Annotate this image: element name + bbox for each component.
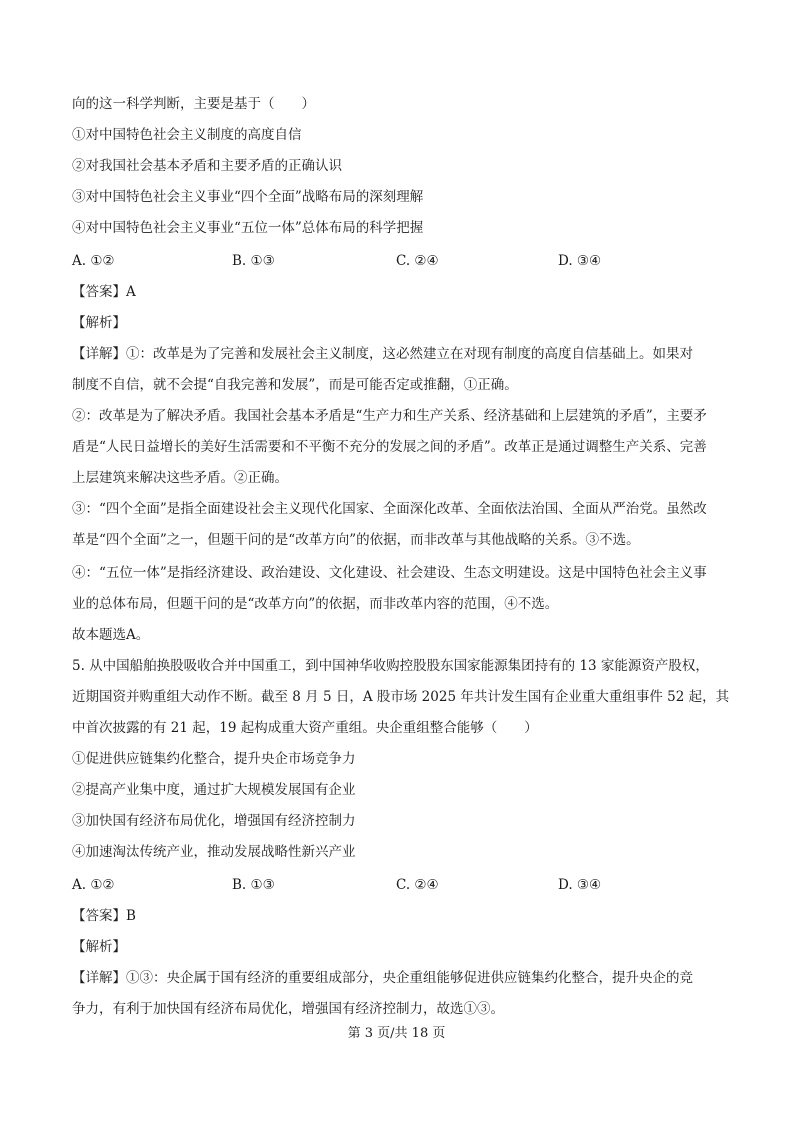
q4-stem-tail: 向的这一科学判断，主要是基于（ ） bbox=[72, 96, 315, 112]
q4-analysis-line-8: ④：“五位一体”是指经济建设、政治建设、文化建设、社会建设、生态文明建设。这是中国特色社会主义事 bbox=[72, 565, 707, 581]
q4-item-3: ③对中国特色社会主义事业“四个全面”战略布局的深刻理解 bbox=[72, 189, 424, 205]
q4-analysis-label: 【解析】 bbox=[72, 315, 126, 331]
q4-analysis-line-4: 盾是“人民日益增长的美好生活需要和不平衡不充分的发展之间的矛盾”。改革正是通过调整生产关系、完善 bbox=[72, 439, 707, 455]
q4-item-1: ①对中国特色社会主义制度的高度自信 bbox=[72, 127, 302, 143]
q5-item-1: ①促进供应链集约化整合，提升央企市场竞争力 bbox=[72, 751, 356, 767]
q5-stem-line-1: 5. 从中国船舶换股吸收合并中国重工，到中国神华收购控股股东国家能源集团持有的 13 家能源资产股权， bbox=[72, 658, 709, 674]
q5-option-c: C. ②④ bbox=[396, 877, 439, 893]
q4-option-b: B. ①③ bbox=[232, 253, 275, 269]
q5-option-b: B. ①③ bbox=[232, 877, 275, 893]
q4-option-a: A. ①② bbox=[72, 253, 115, 269]
q5-analysis-label: 【解析】 bbox=[72, 939, 126, 955]
q4-analysis-line-9: 业的总体布局，但题干问的是“改革方向”的依据，而非改革内容的范围，④不选。 bbox=[72, 596, 559, 612]
q4-analysis-line-2: 制度不自信，就不会提“自我完善和发展”，而是可能否定或推翻，①正确。 bbox=[72, 377, 518, 393]
q5-analysis-line-1: 【详解】①③：央企属于国有经济的重要组成部分，央企重组能够促进供应链集约化整合，提升央企的竞 bbox=[72, 970, 693, 986]
q5-answer: 【答案】B bbox=[72, 908, 136, 924]
q5-stem-line-2: 近期国资并购重组大动作不断。截至 8 月 5 日，A 股市场 2025 年共计发生国有企业重大重组事件 52 起，其 bbox=[72, 689, 730, 705]
q5-item-3: ③加快国有经济布局优化，增强国有经济控制力 bbox=[72, 813, 356, 829]
q4-analysis-conclusion: 故本题选A。 bbox=[72, 627, 150, 643]
q4-option-c: C. ②④ bbox=[396, 253, 439, 269]
q4-analysis-line-3: ②：改革是为了解决矛盾。我国社会基本矛盾是“生产力和生产关系、经济基础和上层建筑的矛盾”，主要矛 bbox=[72, 408, 707, 424]
q5-item-2: ②提高产业集中度，通过扩大规模发展国有企业 bbox=[72, 782, 356, 798]
q5-analysis-line-2: 争力，有利于加快国有经济布局优化，增强国有经济控制力，故选①③。 bbox=[72, 1001, 504, 1017]
q5-item-4: ④加速淘汰传统产业，推动发展战略性新兴产业 bbox=[72, 844, 356, 860]
q4-item-2: ②对我国社会基本矛盾和主要矛盾的正确认识 bbox=[72, 158, 342, 174]
q4-option-d: D. ③④ bbox=[558, 253, 602, 269]
q5-stem-line-3: 中首次披露的有 21 起，19 起构成重大资产重组。央企重组整合能够（ ） bbox=[72, 720, 538, 736]
q4-analysis-line-6: ③：“四个全面”是指全面建设社会主义现代化国家、全面深化改革、全面依法治国、全面从严治党。虽然改 bbox=[72, 501, 707, 517]
q4-analysis-line-7: 革是“四个全面”之一，但题干问的是“改革方向”的依据，而非改革与其他战略的关系。③不选。 bbox=[72, 532, 640, 548]
q5-options bbox=[72, 875, 732, 895]
q4-options bbox=[72, 251, 732, 271]
q4-analysis-line-1: 【详解】①：改革是为了完善和发展社会主义制度，这必然建立在对现有制度的高度自信基础上。如果对 bbox=[72, 346, 693, 362]
q4-analysis-line-5: 上层建筑来解决这些矛盾。②正确。 bbox=[72, 470, 288, 486]
q5-option-d: D. ③④ bbox=[558, 877, 602, 893]
q4-item-4: ④对中国特色社会主义事业“五位一体”总体布局的科学把握 bbox=[72, 220, 424, 236]
q5-option-a: A. ①② bbox=[72, 877, 115, 893]
q4-answer: 【答案】A bbox=[72, 284, 136, 300]
page-number-footer: 第 3 页/共 18 页 bbox=[347, 1026, 446, 1041]
